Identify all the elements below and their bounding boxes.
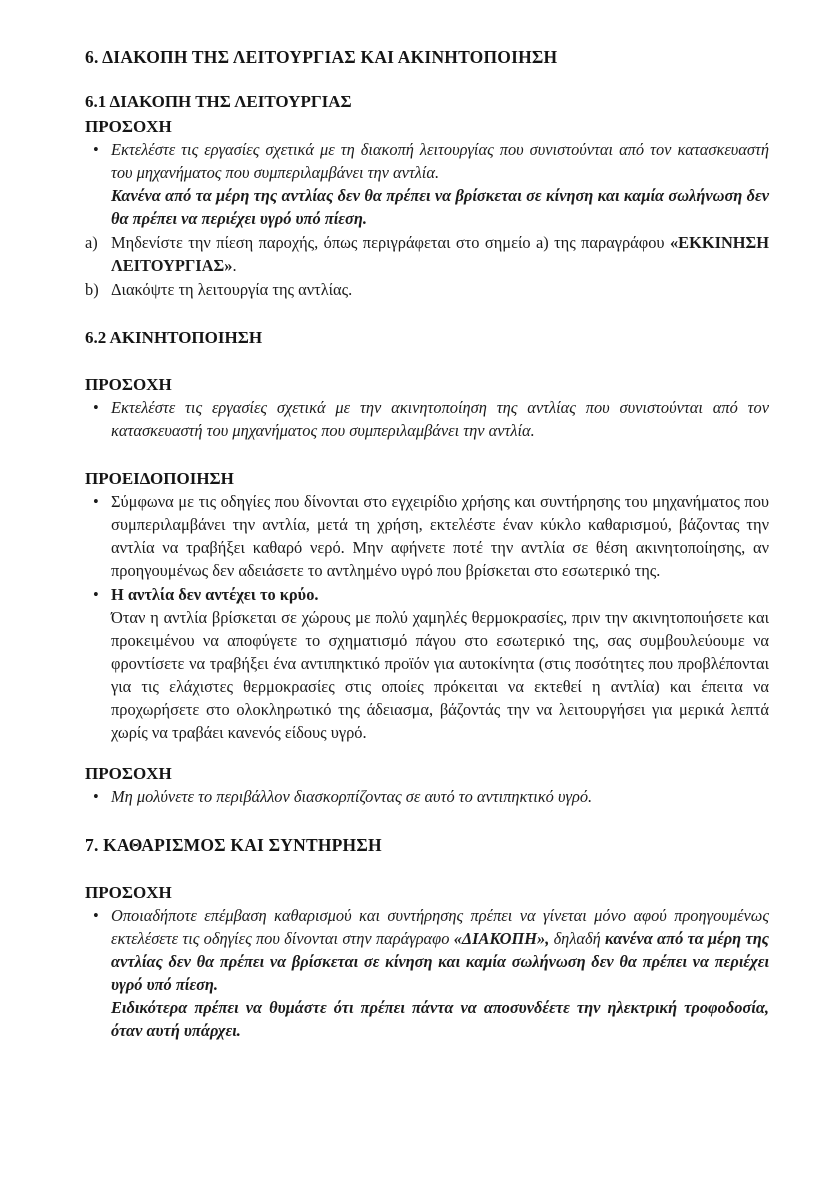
- step-a-period: .: [232, 256, 237, 275]
- paragraph-warning-cleaning: Σύμφωνα με τις οδηγίες που δίνονται στο εγχειρίδιο χρήσης και συντήρησης του μηχανήματος που συμπεριλαμβάνει την αντλία, μετά τη χρήση, εκτελέστε έναν κύκλο καθαρισμού, βάζοντας την αντλία να τραβήξει καθαρό νερό. Μην αφήνετε ποτέ την αντλία σε θέση ακινητοποίησης, αν προηγουμένως δεν αδειάσετε το αντλημένο υγρό που βρίσκεται στο εσωτερικό της.: [111, 492, 769, 580]
- paragraph-caution-7-electrical: Ειδικότερα πρέπει να θυμάστε ότι πρέπει πάντα να αποσυνδέετε την ηλεκτρική τροφοδοσία, όταν αυτή υπάρχει.: [111, 998, 769, 1040]
- warning-heading: ΠΡΟΕΙΔΟΠΟΙΗΣΗ: [85, 469, 234, 488]
- list-item-b: [85, 278, 769, 301]
- list-item: [85, 490, 769, 582]
- caution-7-text-1: Οποιαδήποτε επέμβαση καθαρισμού και συντήρησης πρέπει να γίνεται μόνο αφού προηγουμένως εκτελέσετε τις οδηγίες που δίνονται στην παράγραφο: [111, 906, 769, 948]
- list-item: [85, 785, 769, 808]
- caution-heading-7: ΠΡΟΣΟΧΗ: [85, 883, 172, 902]
- bullet-icon: •: [93, 787, 99, 806]
- bullet-icon: •: [93, 492, 99, 511]
- list-marker-b: b): [85, 280, 99, 299]
- section-6-2-title: 6.2 ΑΚΙΝΗΤΟΠΟΙΗΣΗ: [85, 328, 263, 347]
- caution-heading-antifreeze: ΠΡΟΣΟΧΗ: [85, 764, 172, 783]
- bullet-icon: •: [93, 906, 99, 925]
- paragraph-caution-6-1-emphasis: Κανένα από τα μέρη της αντλίας δεν θα πρέπει να βρίσκεται σε κίνηση και καμία σωλήνωση δεν θα πρέπει να περιέχει υγρό υπό πίεση.: [111, 186, 769, 228]
- list-item: [85, 396, 769, 442]
- paragraph-step-a: [111, 231, 769, 277]
- list-item: [85, 583, 769, 744]
- bullet-icon: •: [93, 585, 99, 604]
- list-item: [85, 904, 769, 1042]
- caution-heading-6-2: ΠΡΟΣΟΧΗ: [85, 375, 172, 394]
- paragraph-warning-cold-head: Η αντλία δεν αντέχει το κρύο.: [111, 585, 319, 604]
- step-a-text: Μηδενίστε την πίεση παροχής, όπως περιγράφεται στο σημείο a) της παραγράφου: [111, 233, 670, 252]
- bullet-icon: •: [93, 140, 99, 159]
- paragraph-caution-7: [111, 904, 769, 996]
- caution-7-emphasis: κανένα από τα μέρη της αντλίας δεν θα πρέπει να βρίσκεται σε κίνηση και καμία σωλήνωση δεν θα πρέπει να περιέχει υγρό υπό πίεση.: [111, 929, 769, 994]
- section-6-title: 6. ΔΙΑΚΟΠΗ ΤΗΣ ΛΕΙΤΟΥΡΓΙΑΣ ΚΑΙ ΑΚΙΝΗΤΟΠΟΙΗΣΗ: [85, 47, 558, 67]
- paragraph-warning-cold-body: Όταν η αντλία βρίσκεται σε χώρους με πολύ χαμηλές θερμοκρασίες, πριν την ακινητοποιήσετε και προκειμένου να αποφύγετε το σχηματισμό πάγου στο εσωτερικό της, σας συμβουλεύουμε να φροντίσετε να τραβήξει ένα αντιπηκτικό προϊόν για αυτοκίνητα (στις ποσότητες που προβλέπονται για τις ελάχιστες θερμοκρασίες στις οποίες πρόκειται να εκτεθεί η αντλία) και έπειτα να προχωρήσετε στο ολοκληρωτικό της άδειασμα, βάζοντάς την να λειτουργήσει για μερικά λεπτά χωρίς να τραβάει κανενός είδους υγρό.: [111, 608, 769, 742]
- paragraph-caution-6-2: Εκτελέστε τις εργασίες σχετικά με την ακινητοποίηση της αντλίας που συνιστούνται από τον κατασκευαστή του μηχανήματος που συμπεριλαμβάνει την αντλία.: [111, 398, 769, 440]
- step-a-reference: «ΕΚΚΙΝΗΣΗ ΛΕΙΤΟΥΡΓΙΑΣ»: [111, 233, 769, 275]
- bullet-icon: •: [93, 398, 99, 417]
- paragraph-caution-6-1: Εκτελέστε τις εργασίες σχετικά με τη διακοπή λειτουργίας που συνιστούνται από τον κατασκευαστή του μηχανήματος που συμπεριλαμβάνει την αντλία.: [111, 140, 769, 182]
- paragraph-caution-antifreeze: Μη μολύνετε το περιβάλλον διασκορπίζοντας σε αυτό το αντιπηκτικό υγρό.: [111, 787, 593, 806]
- paragraph-step-b: Διακόψτε τη λειτουργία της αντλίας.: [111, 280, 353, 299]
- caution-7-reference: «ΔΙΑΚΟΠΗ»,: [453, 929, 550, 948]
- caution-7-text-2: δηλαδή: [549, 929, 606, 948]
- caution-heading-6-1: ΠΡΟΣΟΧΗ: [85, 117, 172, 136]
- list-item: [85, 138, 769, 230]
- list-item-a: [85, 231, 769, 277]
- section-7-title: 7. ΚΑΘΑΡΙΣΜΟΣ ΚΑΙ ΣΥΝΤΗΡΗΣΗ: [85, 835, 382, 855]
- section-6-1-title: 6.1 ΔΙΑΚΟΠΗ ΤΗΣ ΛΕΙΤΟΥΡΓΙΑΣ: [85, 92, 352, 111]
- list-marker-a: a): [85, 233, 98, 252]
